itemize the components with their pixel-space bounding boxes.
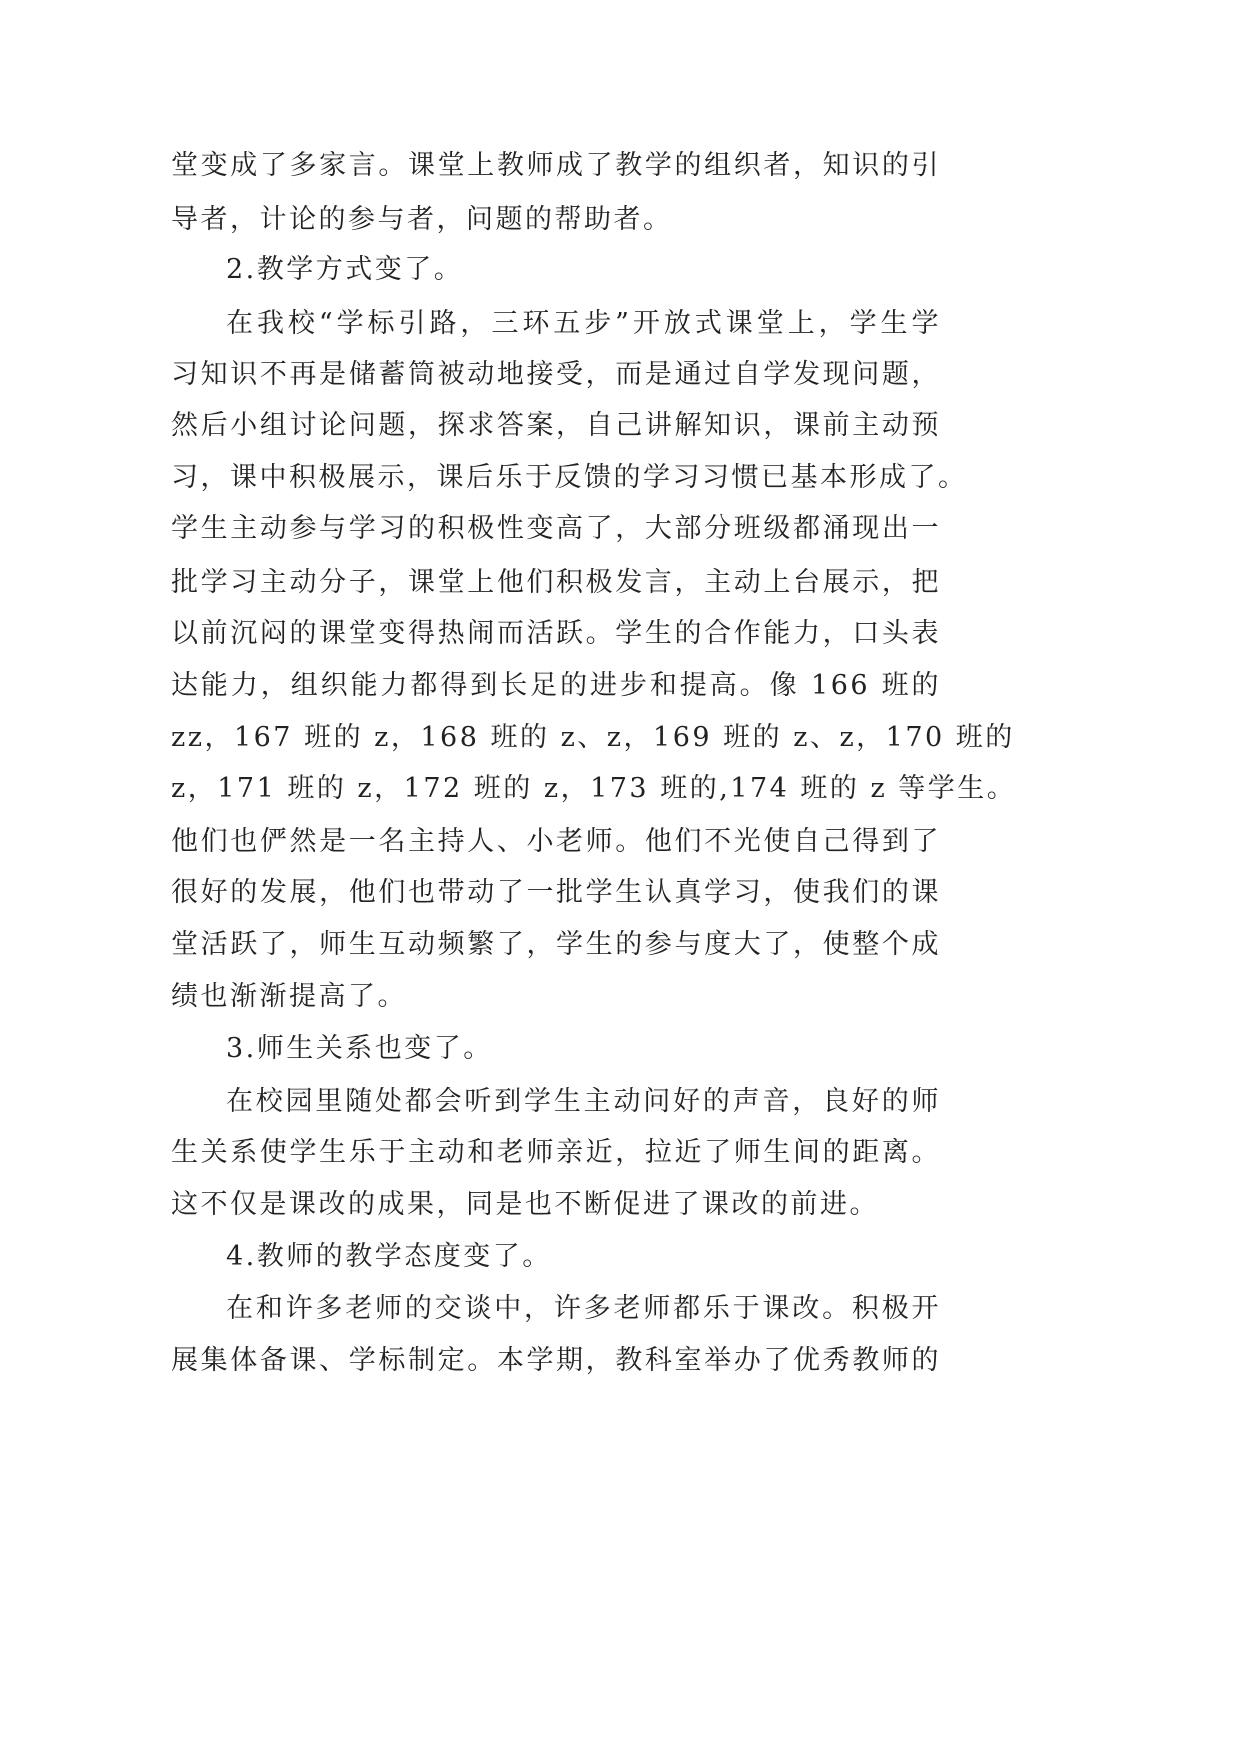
section-heading: 4.教师的教学态度变了。 xyxy=(226,1241,552,1272)
text-line: 生关系使学生乐于主动和老师亲近，拉近了师生间的距离。 xyxy=(171,1137,941,1168)
text-line: 达能力，组织能力都得到长足的进步和提高。像 166 班的 xyxy=(171,670,941,701)
text-line: 堂变成了多家言。课堂上教师成了教学的组织者，知识的引 xyxy=(171,150,941,181)
section-heading: 3.师生关系也变了。 xyxy=(226,1033,493,1064)
text-line: 很好的发展，他们也带动了一批学生认真学习，使我们的课 xyxy=(171,877,941,908)
text-line: 习，课中积极展示，课后乐于反馈的学习习惯已基本形成了。 xyxy=(171,462,968,493)
text-line: 在和许多老师的交谈中，许多老师都乐于课改。积极开 xyxy=(226,1293,941,1324)
text-line: 在我校“学标引路，三环五步”开放式课堂上，学生学 xyxy=(226,308,941,339)
text-line: z，171 班的 z，172 班的 z，173 班的,174 班的 z 等学生。 xyxy=(171,773,1017,804)
text-line: 在校园里随处都会听到学生主动问好的声音，良好的师 xyxy=(226,1086,941,1117)
section-heading: 2.教学方式变了。 xyxy=(226,254,464,285)
text-line: 学生主动参与学习的积极性变高了，大部分班级都涌现出一 xyxy=(171,513,941,544)
text-line: 批学习主动分子，课堂上他们积极发言，主动上台展示，把 xyxy=(171,567,941,598)
text-line: 以前沉闷的课堂变得热闹而活跃。学生的合作能力，口头表 xyxy=(171,618,941,649)
text-line: 习知识不再是储蓄筒被动地接受，而是通过自学发现问题， xyxy=(171,359,941,390)
text-line: 这不仅是课改的成果，同是也不断促进了课改的前进。 xyxy=(171,1189,879,1220)
text-line: 展集体备课、学标制定。本学期，教科室举办了优秀教师的 xyxy=(171,1345,941,1376)
text-line: 他们也俨然是一名主持人、小老师。他们不光使自己得到了 xyxy=(171,826,941,857)
text-line: 然后小组讨论问题，探求答案，自己讲解知识，课前主动预 xyxy=(171,410,941,441)
text-line: zz，167 班的 z，168 班的 z、z，169 班的 z、z，170 班的 xyxy=(171,722,1015,753)
text-line: 导者，计论的参与者，问题的帮助者。 xyxy=(171,204,673,235)
text-line: 堂活跃了，师生互动频繁了，学生的参与度大了，使整个成 xyxy=(171,929,941,960)
text-line: 绩也渐渐提高了。 xyxy=(171,981,407,1012)
